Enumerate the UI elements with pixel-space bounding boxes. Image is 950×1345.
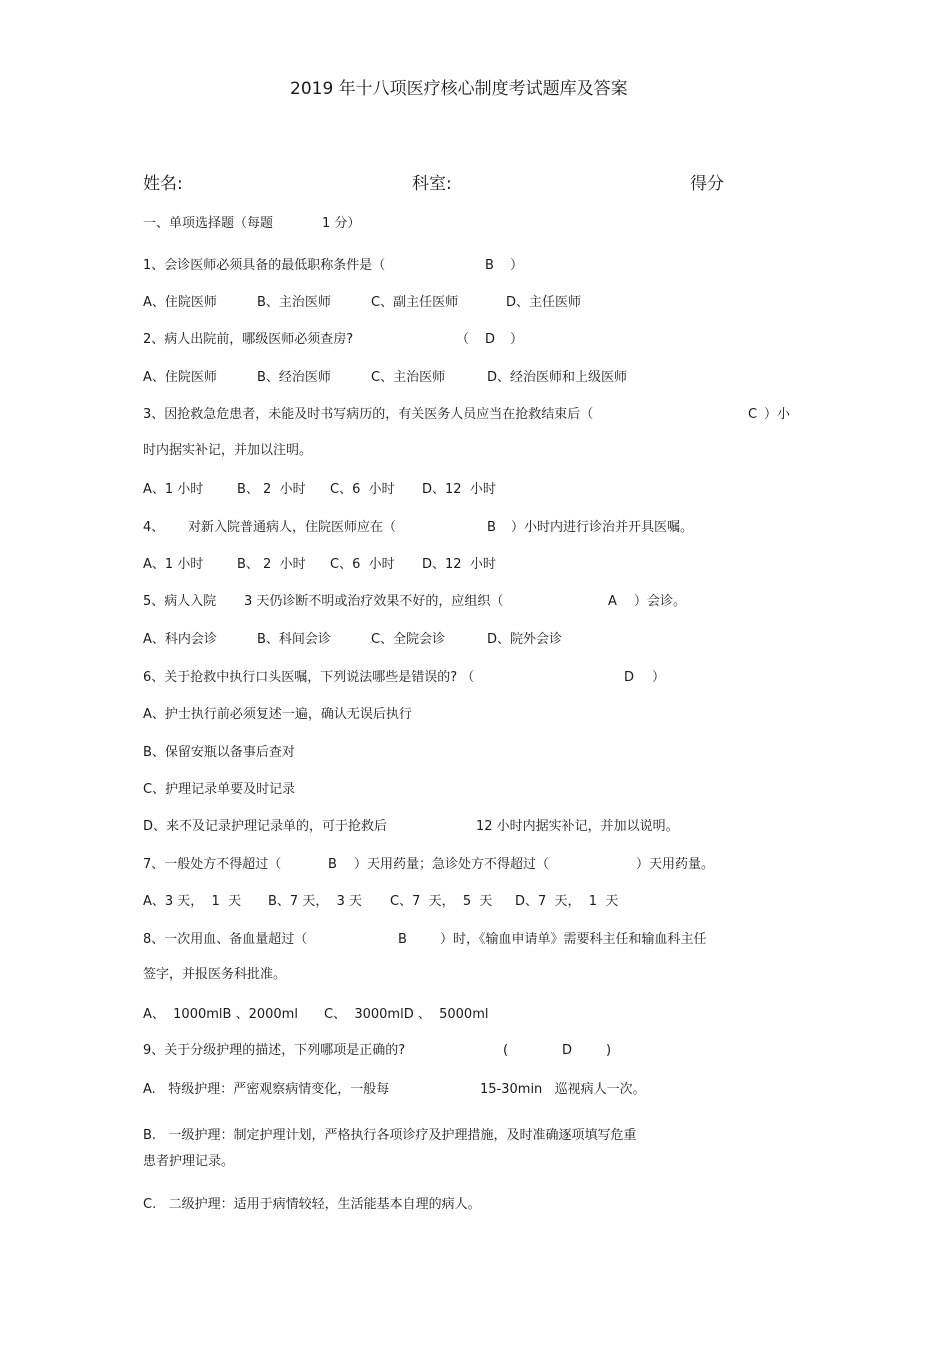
q1-answer: B <box>485 258 494 273</box>
q9-option-b: B. 一级护理：制定护理计划，严格执行各项诊疗及护理措施，及时准确逐项填写危重 <box>143 1128 637 1143</box>
q9-open: ( <box>503 1043 509 1058</box>
q2-option-b: B、经治医师 <box>257 370 331 385</box>
q6-answer: D <box>624 670 635 685</box>
q4-option-b: B、 2 小时 <box>237 557 306 572</box>
q5-option-d: D、院外会诊 <box>487 632 563 647</box>
q8-option-cd: C、 3000mlD 、 5000ml <box>324 1007 489 1022</box>
q6-option-c: C、护理记录单要及时记录 <box>143 782 296 797</box>
q5-tail: ）会诊。 <box>634 594 687 609</box>
q1-option-c: C、副主任医师 <box>371 295 459 310</box>
q1-option-a: A、住院医师 <box>143 295 217 310</box>
q4-option-d: D、12 小时 <box>422 557 496 572</box>
q3-tail: ）小 <box>764 407 791 422</box>
q9-option-c: C. 二级护理：适用于病情较轻，生活能基本自理的病人。 <box>143 1197 481 1212</box>
q7-answer: B <box>328 857 337 872</box>
q6-stem: 6、关于抢救中执行口头医嘱，下列说法哪些是错误的? （ <box>143 670 475 685</box>
q4-number: 4、 <box>143 520 165 535</box>
q5-stem-cont: 3 天仍诊断不明或治疗效果不好的，应组织（ <box>244 594 504 609</box>
q7-tail: ）天用药量。 <box>636 857 715 872</box>
q7-mid: ）天用药量；急诊处方不得超过（ <box>354 857 550 872</box>
q5-option-c: C、全院会诊 <box>371 632 446 647</box>
q2-close: ） <box>510 332 524 347</box>
q1-close: ） <box>510 258 524 273</box>
q3-option-b: B、 2 小时 <box>237 482 306 497</box>
q9-stem: 9、关于分级护理的描述，下列哪项是正确的? <box>143 1043 406 1058</box>
q3-option-c: C、6 小时 <box>330 482 395 497</box>
q7-option-c: C、7 天， 5 天 <box>390 894 493 909</box>
q9-option-a: A. 特级护理：严密观察病情变化，一般每 <box>143 1082 390 1097</box>
q5-option-b: B、科间会诊 <box>257 632 331 647</box>
q6-option-b: B、保留安瓶以备事后查对 <box>143 745 295 760</box>
q6-option-a: A、护士执行前必须复述一遍，确认无误后执行 <box>143 707 412 722</box>
q9-option-b-cont: 患者护理记录。 <box>143 1154 235 1169</box>
q2-option-a: A、住院医师 <box>143 370 217 385</box>
q3-option-d: D、12 小时 <box>422 482 496 497</box>
q1-option-d: D、主任医师 <box>506 295 582 310</box>
q2-answer: D <box>485 332 496 347</box>
q4-tail: ）小时内进行诊治并开具医嘱。 <box>511 520 694 535</box>
q8-option-ab: A、 1000mlB 、2000ml <box>143 1007 298 1022</box>
q8-line2: 签字，并报医务科批准。 <box>143 967 287 982</box>
q9-answer: D <box>562 1043 573 1058</box>
q2-option-c: C、主治医师 <box>371 370 446 385</box>
q4-option-a: A、1 小时 <box>143 557 204 572</box>
q7-option-b: B、7 天， 3 天 <box>268 894 362 909</box>
name-label: 姓名: <box>143 174 183 194</box>
page-title: 2019 年十八项医疗核心制度考试题库及答案 <box>290 79 628 99</box>
q1-stem: 1、会诊医师必须具备的最低职称条件是（ <box>143 258 386 273</box>
q1-option-b: B、主治医师 <box>257 295 331 310</box>
q8-tail: ）时，《输血申请单》需要科主任和输血科主任 <box>440 932 707 947</box>
q4-answer: B <box>487 520 496 535</box>
q6-option-d: D、来不及记录护理记录单的，可于抢救后 <box>143 819 388 834</box>
q4-stem: 对新入院普通病人，住院医师应在（ <box>188 520 397 535</box>
q3-stem: 3、因抢救急危患者，未能及时书写病历的，有关医务人员应当在抢救结束后（ <box>143 407 594 422</box>
q3-line2: 时内据实补记，并加以注明。 <box>143 443 313 458</box>
q6-option-d-cont: 12 小时内据实补记，并加以说明。 <box>476 819 679 834</box>
q7-option-a: A、3 天， 1 天 <box>143 894 242 909</box>
q2-open: （ <box>456 332 470 347</box>
section-points: 1 分） <box>322 216 361 231</box>
q9-close: ) <box>606 1043 612 1058</box>
score-label: 得分 <box>690 174 724 194</box>
dept-label: 科室: <box>412 174 452 194</box>
q7-stem: 7、一般处方不得超过（ <box>143 857 282 872</box>
section-heading: 一、单项选择题（每题 <box>143 216 274 231</box>
q3-option-a: A、1 小时 <box>143 482 204 497</box>
q5-option-a: A、科内会诊 <box>143 632 217 647</box>
q3-answer: C <box>748 407 758 422</box>
q9-option-a-cont: 15-30min 巡视病人一次。 <box>480 1082 646 1097</box>
q4-option-c: C、6 小时 <box>330 557 395 572</box>
q8-stem: 8、一次用血、备血量超过（ <box>143 932 308 947</box>
q6-close: ） <box>652 670 666 685</box>
q2-option-d: D、经治医师和上级医师 <box>487 370 628 385</box>
q7-option-d: D、7 天， 1 天 <box>515 894 619 909</box>
q5-answer: A <box>608 594 617 609</box>
q5-stem: 5、病人入院 <box>143 594 217 609</box>
q2-stem: 2、病人出院前，哪级医师必须查房? <box>143 332 354 347</box>
q8-answer: B <box>398 932 407 947</box>
